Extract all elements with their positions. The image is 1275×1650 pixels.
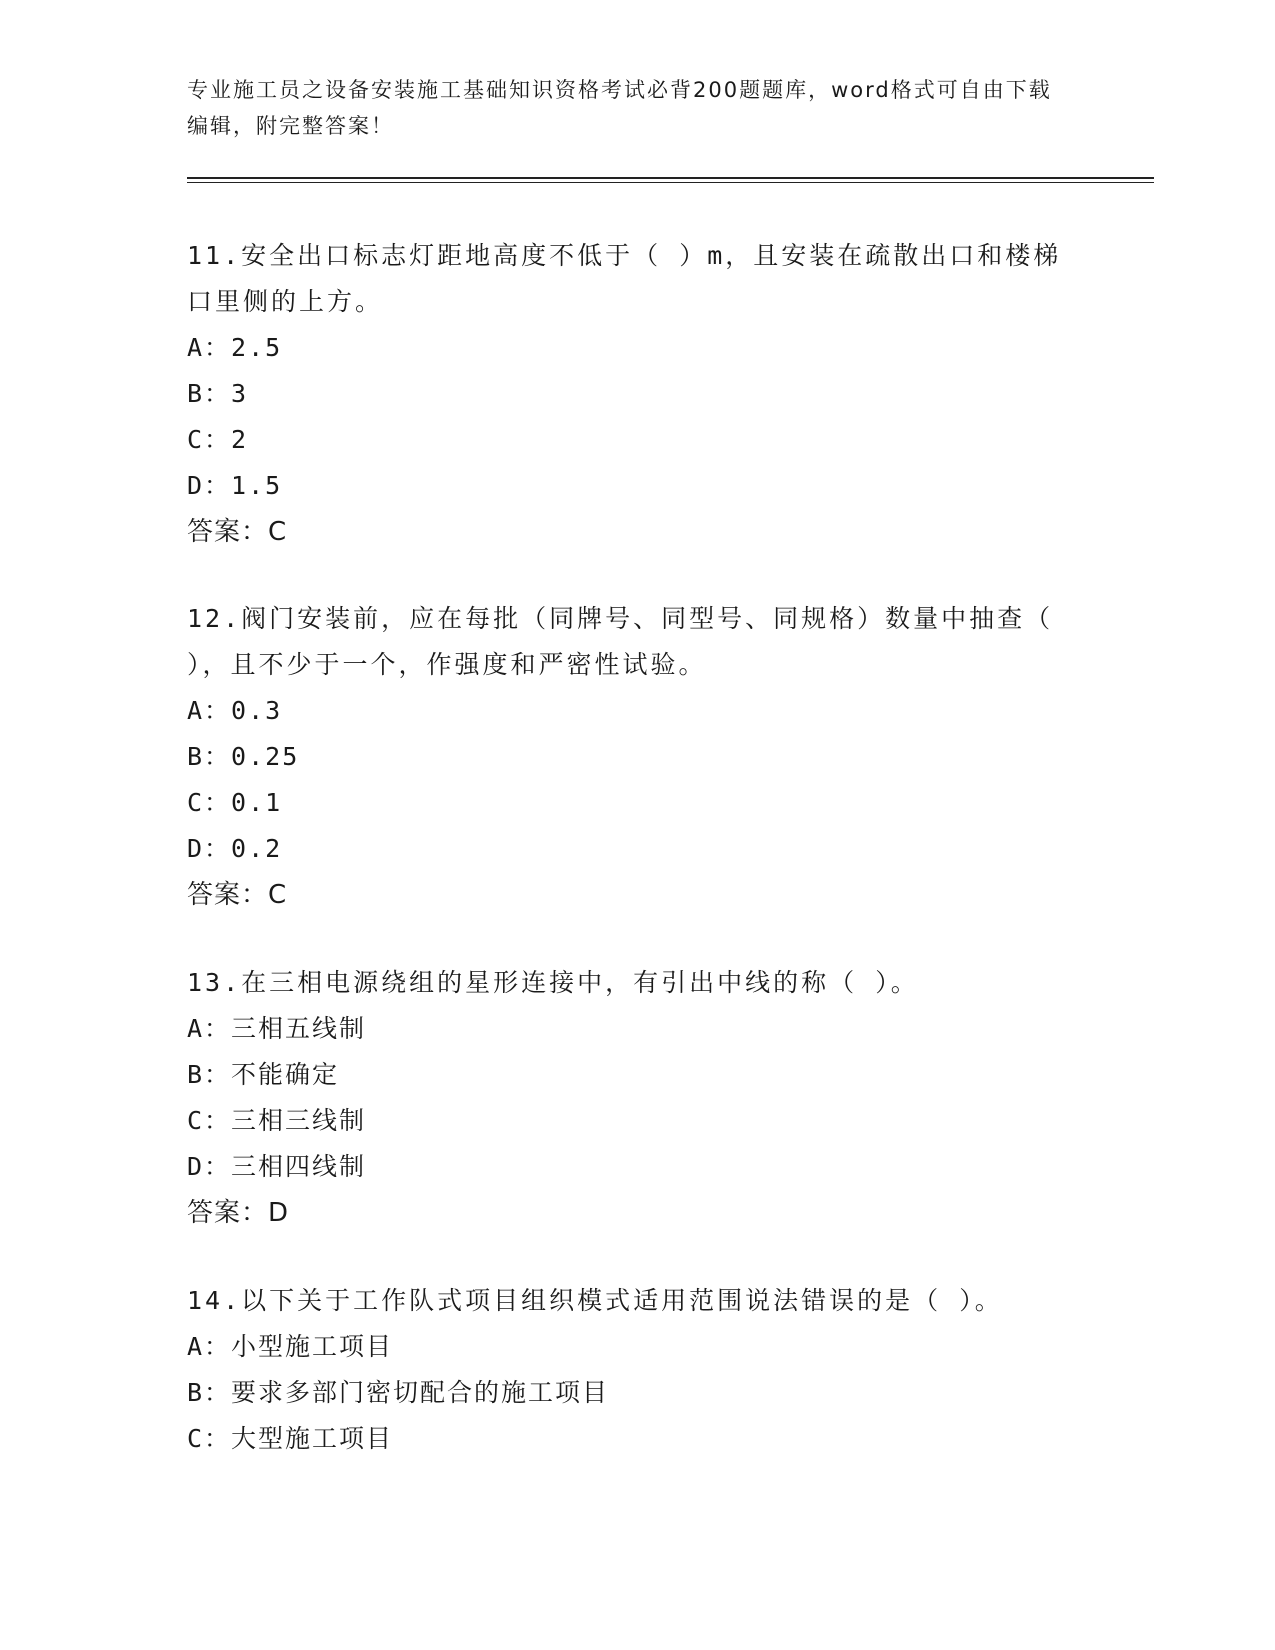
header-divider	[187, 177, 1154, 179]
question-text: 12.阀门安装前，应在每批（同牌号、同型号、同规格）数量中抽查（ ），且不少于一个，作强度和严密性试验。	[187, 604, 1054, 679]
question-block	[187, 596, 1087, 918]
answer-line: 答案：C	[187, 880, 288, 910]
option-b: B：3	[187, 379, 249, 408]
option-c: C：大型施工项目	[187, 1424, 394, 1453]
question-text: 13.在三相电源绕组的星形连接中，有引出中线的称（ ）。	[187, 968, 919, 997]
option-d: D：1.5	[187, 471, 283, 500]
option-b: B：要求多部门密切配合的施工项目	[187, 1378, 610, 1407]
question-block	[187, 960, 1087, 1236]
answer-line: 答案：C	[187, 517, 288, 547]
option-b: B：不能确定	[187, 1060, 340, 1089]
option-c: C：2	[187, 425, 249, 454]
question-text: 11.安全出口标志灯距地高度不低于（ ）m，且安装在疏散出口和楼梯口里侧的上方。	[187, 241, 1062, 316]
option-a: A：2.5	[187, 333, 283, 362]
option-a: A：三相五线制	[187, 1014, 367, 1043]
option-a: A：0.3	[187, 696, 283, 725]
option-c: C：三相三线制	[187, 1106, 367, 1135]
option-d: D：三相四线制	[187, 1152, 367, 1181]
answer-line: 答案：D	[187, 1198, 290, 1228]
header-divider-thin	[187, 182, 1154, 183]
question-text: 14.以下关于工作队式项目组织模式适用范围说法错误的是（ ）。	[187, 1286, 1003, 1315]
option-a: A：小型施工项目	[187, 1332, 394, 1361]
question-block	[187, 233, 1087, 555]
option-c: C：0.1	[187, 788, 283, 817]
option-b: B：0.25	[187, 742, 300, 771]
question-block	[187, 1278, 1087, 1462]
option-d: D：0.2	[187, 834, 283, 863]
document-header: 专业施工员之设备安装施工基础知识资格考试必背200题题库，word格式可自由下载编辑，附完整答案！	[187, 78, 1052, 138]
